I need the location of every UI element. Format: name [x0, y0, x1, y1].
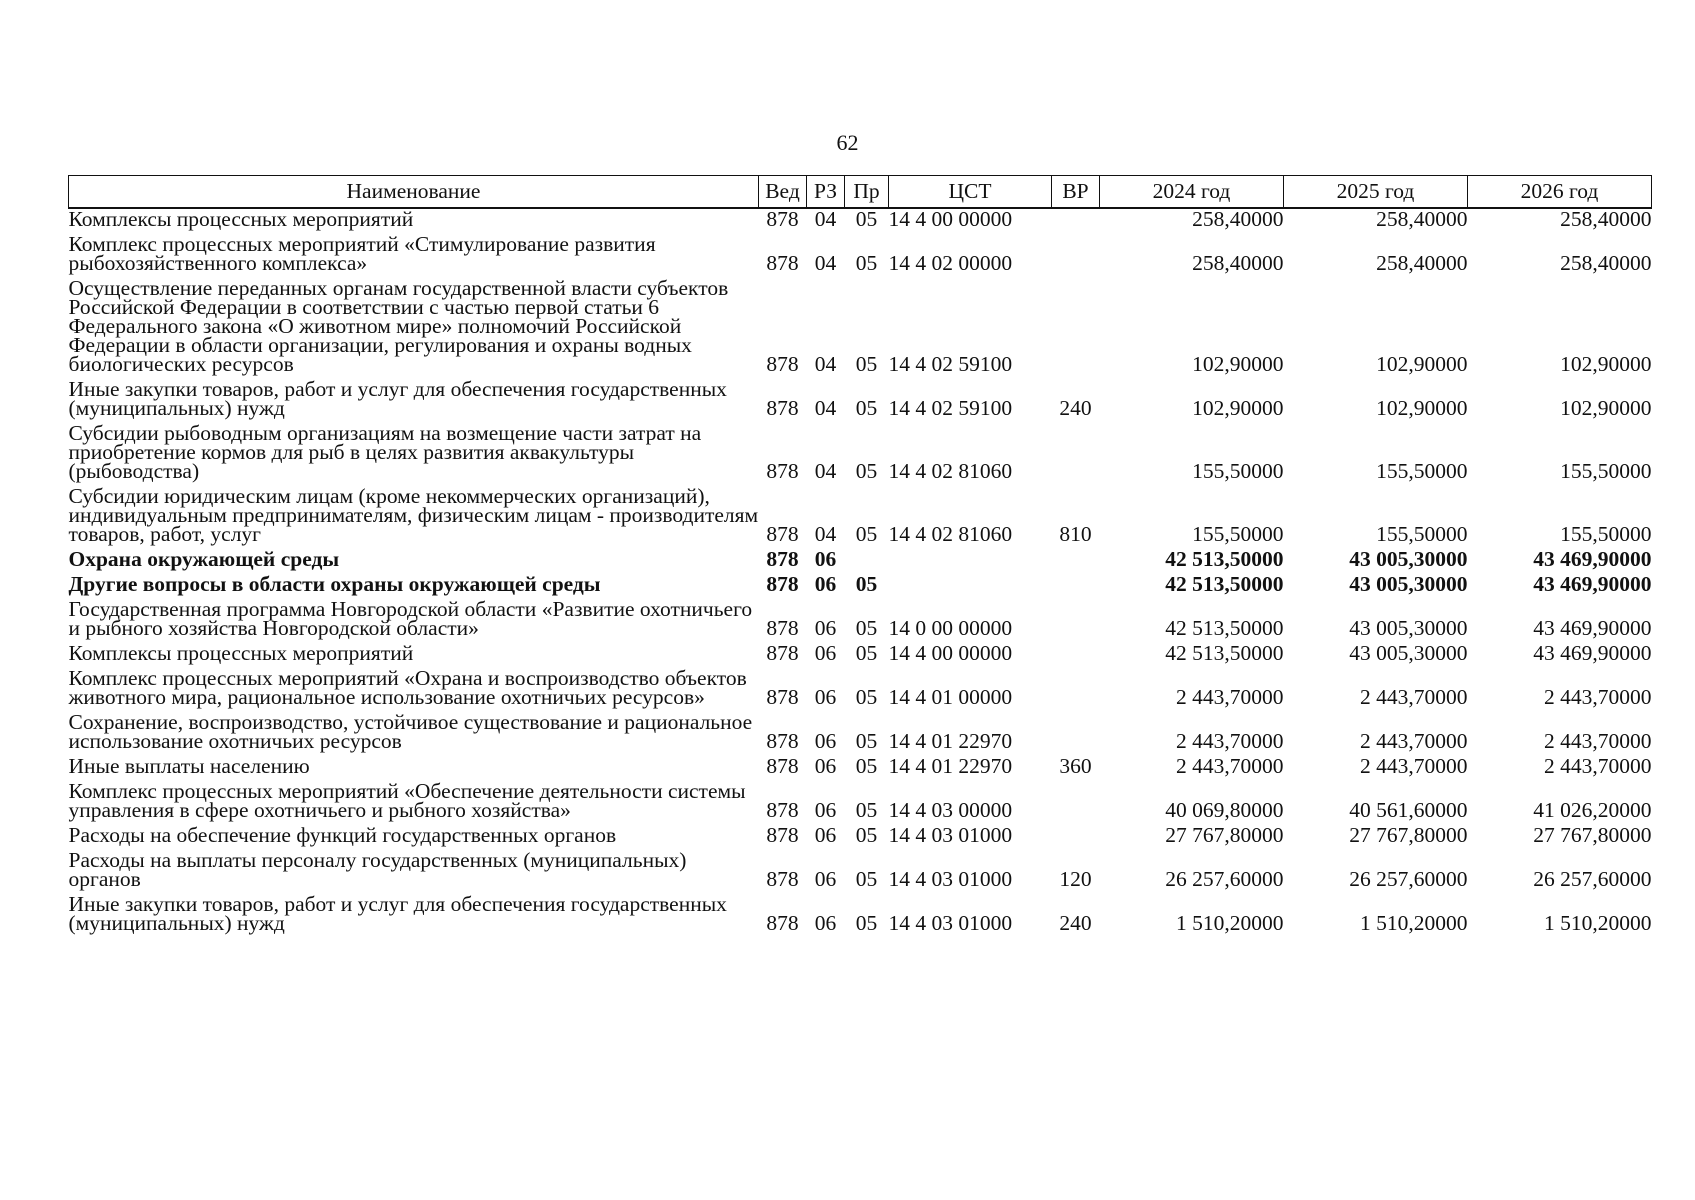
row-value-2024: 40 069,80000	[1165, 798, 1284, 822]
row-value-2025: 2 443,70000	[1360, 685, 1468, 709]
row-value-2026: 27 767,80000	[1533, 823, 1652, 847]
row-ved: 878	[766, 207, 799, 231]
row-cst: 14 4 01 22970	[888, 754, 1013, 778]
row-value-2024: 155,50000	[1192, 522, 1284, 546]
row-rz: 04	[814, 251, 837, 275]
row-ved: 878	[766, 396, 799, 420]
row-vr: 810	[1059, 522, 1092, 546]
row-value-2025: 43 005,30000	[1349, 572, 1468, 596]
row-value-2025: 155,50000	[1376, 459, 1468, 483]
page-number: 62	[836, 130, 859, 155]
row-rz: 06	[814, 729, 837, 753]
row-rz: 04	[814, 459, 837, 483]
row-value-2025: 40 561,60000	[1349, 798, 1468, 822]
row-vr	[1052, 712, 1100, 756]
row-value-2026: 258,40000	[1560, 207, 1652, 231]
row-name: Комплексы процессных мероприятий	[68, 641, 414, 665]
row-vr	[1052, 668, 1100, 712]
row-pr: 05	[855, 685, 878, 709]
row-value-2026: 2 443,70000	[1544, 685, 1652, 709]
row-vr: 120	[1059, 867, 1092, 891]
row-vr	[1052, 208, 1100, 234]
row-value-2024: 42 513,50000	[1165, 641, 1284, 665]
header-ved: Вед	[759, 176, 807, 209]
row-ved: 878	[766, 522, 799, 546]
row-ved: 878	[766, 911, 799, 935]
row-rz: 06	[814, 641, 837, 665]
row-value-2026: 43 469,90000	[1533, 547, 1652, 571]
table-header-row	[69, 176, 1652, 209]
row-cst: 14 4 03 00000	[888, 798, 1013, 822]
row-pr: 05	[855, 798, 878, 822]
table-row	[69, 668, 1652, 712]
row-pr: 05	[855, 251, 878, 275]
row-vr: 240	[1059, 396, 1092, 420]
row-rz: 06	[814, 823, 837, 847]
row-value-2026: 43 469,90000	[1533, 641, 1652, 665]
row-value-2025: 258,40000	[1376, 207, 1468, 231]
table-row	[69, 486, 1652, 549]
header-pr: Пр	[845, 176, 889, 209]
row-name: Расходы на обеспечение функций государственных органов	[68, 823, 617, 847]
row-pr: 05	[855, 616, 878, 640]
row-name: Иные закупки товаров, работ и услуг для обеспечения государственных (муниципальных) нужд	[68, 377, 727, 420]
row-pr: 05	[855, 729, 878, 753]
row-vr	[1052, 234, 1100, 278]
row-rz: 06	[814, 867, 837, 891]
row-name: Иные выплаты населению	[68, 754, 310, 778]
row-ved: 878	[766, 616, 799, 640]
row-pr	[845, 549, 889, 574]
header-cst: ЦСТ	[889, 176, 1052, 209]
row-value-2026: 43 469,90000	[1533, 616, 1652, 640]
table-row	[69, 825, 1652, 850]
row-name: Государственная программа Новгородской области «Развитие охотничьего и рыбного хозяйства Новгородской области»	[68, 597, 753, 640]
row-ved: 878	[766, 352, 799, 376]
row-value-2025: 102,90000	[1376, 396, 1468, 420]
row-value-2024: 2 443,70000	[1176, 729, 1284, 753]
row-cst: 14 4 01 00000	[888, 685, 1013, 709]
row-cst: 14 4 03 01000	[888, 823, 1013, 847]
row-pr: 05	[855, 754, 878, 778]
row-value-2024: 155,50000	[1192, 459, 1284, 483]
row-rz: 04	[814, 352, 837, 376]
row-value-2024: 258,40000	[1192, 207, 1284, 231]
row-value-2024: 1 510,20000	[1176, 911, 1284, 935]
row-value-2025: 43 005,30000	[1349, 641, 1468, 665]
row-value-2024: 102,90000	[1192, 352, 1284, 376]
row-name: Комплекс процессных мероприятий «Обеспечение деятельности системы управления в сфере охотничьего и рыбного хозяйства»	[68, 779, 746, 822]
row-rz: 06	[814, 616, 837, 640]
row-vr	[1052, 599, 1100, 643]
row-value-2026: 2 443,70000	[1544, 729, 1652, 753]
table-row	[69, 894, 1652, 938]
row-cst: 14 4 03 01000	[888, 867, 1013, 891]
row-value-2026: 41 026,20000	[1533, 798, 1652, 822]
row-value-2024: 26 257,60000	[1165, 867, 1284, 891]
row-value-2024: 258,40000	[1192, 251, 1284, 275]
row-pr: 05	[855, 396, 878, 420]
row-cst: 14 4 02 81060	[888, 459, 1013, 483]
row-ved: 878	[766, 641, 799, 665]
row-value-2025: 43 005,30000	[1349, 616, 1468, 640]
row-rz: 06	[814, 547, 837, 571]
row-value-2025: 102,90000	[1376, 352, 1468, 376]
header-name: Наименование	[69, 176, 759, 209]
row-name: Охрана окружающей среды	[68, 547, 340, 571]
table-row	[69, 574, 1652, 599]
row-value-2024: 2 443,70000	[1176, 754, 1284, 778]
row-ved: 878	[766, 547, 799, 571]
row-cst	[889, 549, 1052, 574]
row-ved: 878	[766, 251, 799, 275]
row-cst: 14 4 02 81060	[888, 522, 1013, 546]
row-rz: 06	[814, 754, 837, 778]
row-value-2026: 2 443,70000	[1544, 754, 1652, 778]
row-value-2024: 42 513,50000	[1165, 572, 1284, 596]
row-ved: 878	[766, 459, 799, 483]
header-2026: 2026 год	[1468, 176, 1652, 209]
row-pr: 05	[855, 522, 878, 546]
row-value-2026: 1 510,20000	[1544, 911, 1652, 935]
row-rz: 04	[814, 396, 837, 420]
row-ved: 878	[766, 729, 799, 753]
row-vr	[1052, 278, 1100, 379]
row-cst: 14 4 02 59100	[888, 352, 1013, 376]
row-vr	[1052, 423, 1100, 486]
row-value-2024: 42 513,50000	[1165, 616, 1284, 640]
row-value-2025: 26 257,60000	[1349, 867, 1468, 891]
row-value-2026: 155,50000	[1560, 522, 1652, 546]
row-value-2026: 258,40000	[1560, 251, 1652, 275]
row-ved: 878	[766, 572, 799, 596]
row-vr: 360	[1059, 754, 1092, 778]
row-name: Расходы на выплаты персоналу государственных (муниципальных) органов	[68, 848, 687, 891]
table-row	[69, 278, 1652, 379]
row-value-2026: 102,90000	[1560, 352, 1652, 376]
row-rz: 04	[814, 207, 837, 231]
row-cst: 14 4 00 00000	[888, 207, 1013, 231]
row-name: Другие вопросы в области охраны окружающей среды	[68, 572, 601, 596]
row-value-2024: 42 513,50000	[1165, 547, 1284, 571]
row-rz: 06	[814, 798, 837, 822]
row-cst: 14 4 01 22970	[888, 729, 1013, 753]
header-2024: 2024 год	[1100, 176, 1284, 209]
row-cst	[889, 574, 1052, 599]
row-name: Сохранение, воспроизводство, устойчивое существование и рациональное использование охотничьих ресурсов	[68, 710, 753, 753]
row-rz: 06	[814, 685, 837, 709]
row-pr: 05	[855, 459, 878, 483]
row-vr	[1052, 643, 1100, 668]
row-value-2025: 2 443,70000	[1360, 754, 1468, 778]
row-rz: 06	[814, 572, 837, 596]
table-row	[69, 712, 1652, 756]
table-row	[69, 643, 1652, 668]
row-ved: 878	[766, 798, 799, 822]
row-value-2024: 2 443,70000	[1176, 685, 1284, 709]
table-row	[69, 208, 1652, 234]
row-pr: 05	[855, 352, 878, 376]
row-vr	[1052, 825, 1100, 850]
row-name: Иные закупки товаров, работ и услуг для обеспечения государственных (муниципальных) нужд	[68, 892, 727, 935]
row-value-2025: 27 767,80000	[1349, 823, 1468, 847]
header-rz: РЗ	[807, 176, 845, 209]
row-name: Субсидии юридическим лицам (кроме некоммерческих организаций), индивидуальным предпринимателям, физическим лицам - производителям товаров, работ, услуг	[68, 484, 759, 546]
row-cst: 14 4 02 00000	[888, 251, 1013, 275]
row-value-2025: 2 443,70000	[1360, 729, 1468, 753]
row-vr	[1052, 549, 1100, 574]
row-ved: 878	[766, 823, 799, 847]
table-row	[69, 781, 1652, 825]
row-ved: 878	[766, 685, 799, 709]
row-name: Осуществление переданных органам государственной власти субъектов Российской Федерации в соответствии с частью первой статьи 6 Федерального закона «О животном мире» полномочий Российской Федерации в области организации, регулирования и охраны водных биологических ресурсов	[68, 276, 729, 376]
row-value-2025: 155,50000	[1376, 522, 1468, 546]
row-pr: 05	[855, 207, 878, 231]
row-rz: 04	[814, 522, 837, 546]
row-pr: 05	[855, 823, 878, 847]
row-name: Комплексы процессных мероприятий	[68, 207, 414, 231]
row-value-2026: 43 469,90000	[1533, 572, 1652, 596]
table-row	[69, 599, 1652, 643]
row-name: Комплекс процессных мероприятий «Охрана и воспроизводство объектов животного мира, рациональное использование охотничьих ресурсов»	[68, 666, 747, 709]
row-value-2025: 258,40000	[1376, 251, 1468, 275]
row-vr: 240	[1059, 911, 1092, 935]
header-vr: ВР	[1052, 176, 1100, 209]
row-value-2024: 102,90000	[1192, 396, 1284, 420]
table-row	[69, 379, 1652, 423]
table-row	[69, 549, 1652, 574]
row-rz: 06	[814, 911, 837, 935]
row-cst: 14 4 02 59100	[888, 396, 1013, 420]
table-row	[69, 756, 1652, 781]
budget-table	[68, 175, 1652, 938]
row-vr	[1052, 781, 1100, 825]
row-vr	[1052, 574, 1100, 599]
row-value-2026: 155,50000	[1560, 459, 1652, 483]
table-row	[69, 850, 1652, 894]
row-cst: 14 4 00 00000	[888, 641, 1013, 665]
row-value-2026: 102,90000	[1560, 396, 1652, 420]
row-cst: 14 4 03 01000	[888, 911, 1013, 935]
row-ved: 878	[766, 867, 799, 891]
row-pr: 05	[855, 867, 878, 891]
row-cst: 14 0 00 00000	[888, 616, 1013, 640]
row-value-2026: 26 257,60000	[1533, 867, 1652, 891]
row-name: Комплекс процессных мероприятий «Стимулирование развития рыбохозяйственного комплекса»	[68, 232, 656, 275]
row-pr: 05	[855, 641, 878, 665]
row-pr: 05	[855, 572, 878, 596]
row-name: Субсидии рыбоводным организациям на возмещение части затрат на приобретение кормов для рыб в целях развития аквакультуры (рыбоводства)	[68, 421, 702, 483]
row-value-2024: 27 767,80000	[1165, 823, 1284, 847]
row-ved: 878	[766, 754, 799, 778]
row-value-2025: 1 510,20000	[1360, 911, 1468, 935]
row-pr: 05	[855, 911, 878, 935]
header-2025: 2025 год	[1284, 176, 1468, 209]
table-row	[69, 234, 1652, 278]
table-row	[69, 423, 1652, 486]
row-value-2025: 43 005,30000	[1349, 547, 1468, 571]
